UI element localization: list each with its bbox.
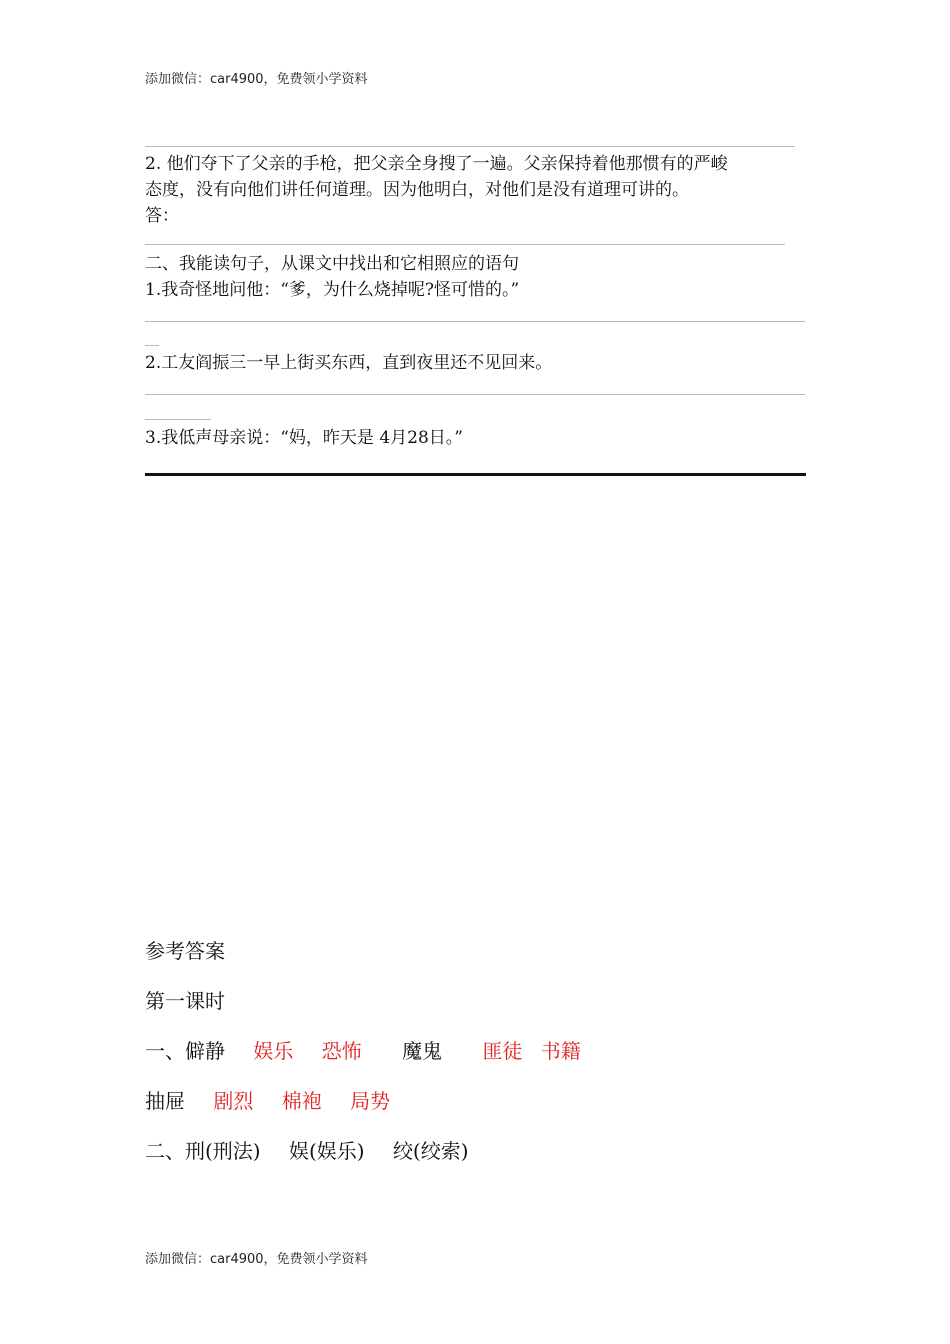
section-2-title: 二、我能读句子，从课文中找出和它相照应的语句 [145, 254, 519, 274]
char-jiao: 绞(绞索) [392, 1139, 469, 1163]
lesson-title: 第一课时 [145, 989, 225, 1013]
question-2-line-2: 态度，没有向他们讲任何道理。因为他明白，对他们是没有道理可讲的。 [145, 180, 689, 200]
word-chouti: 抽屉 [145, 1089, 185, 1113]
header-note: 添加微信：car4900，免费领小学资料 [145, 72, 368, 87]
char-yu: 娱(娱乐) [288, 1139, 365, 1163]
word-mianpao: 棉袍 [281, 1089, 322, 1113]
word-julie: 剧烈 [213, 1089, 254, 1113]
sentence-3: 3.我低声母亲说：“妈，昨天是 4月28日。” [145, 428, 463, 448]
word-jushi: 局势 [350, 1089, 391, 1113]
word-yule: 娱乐 [253, 1039, 294, 1063]
answer-line [145, 146, 795, 147]
answer-line [145, 244, 785, 245]
answer-row-3 [145, 1137, 469, 1165]
sentence-2: 2.工友阎振三一早上街买东西，直到夜里还不见回来。 [145, 353, 553, 373]
word-mogui: 魔鬼 [402, 1039, 443, 1063]
footer-note: 添加微信：car4900，免费领小学资料 [145, 1252, 368, 1267]
answer-line [145, 419, 211, 420]
answers-title: 参考答案 [145, 939, 225, 963]
answer-line [145, 345, 159, 346]
word-kongbu: 恐怖 [321, 1039, 362, 1063]
answer-line [145, 394, 805, 395]
answer-row-1 [145, 1037, 581, 1065]
answer-label: 答： [145, 206, 179, 226]
char-xing: 二、刑(刑法) [145, 1139, 261, 1163]
word-feitu: 匪徒 [482, 1039, 523, 1063]
question-2-line-1: 2. 他们夺下了父亲的手枪，把父亲全身搜了一遍。父亲保持着他那惯有的严峻 [145, 154, 728, 174]
word-shuji: 书籍 [540, 1039, 581, 1063]
section-divider [145, 473, 806, 476]
answer-line [145, 321, 805, 322]
sentence-1: 1.我奇怪地问他：“爹，为什么烧掉呢?怪可惜的。” [145, 280, 520, 300]
answer-row-2 [145, 1087, 390, 1115]
word-pijing: 一、僻静 [145, 1039, 225, 1063]
